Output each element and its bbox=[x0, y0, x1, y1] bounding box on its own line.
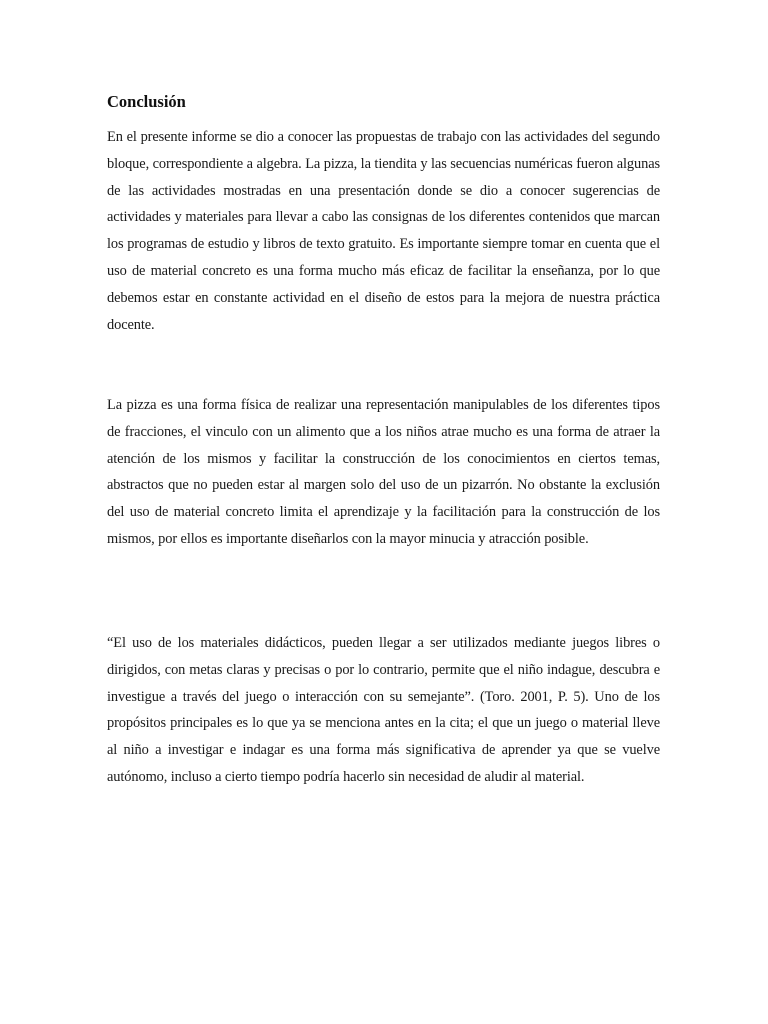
paragraph-intro: En el presente informe se dio a conocer las propuestas de trabajo con las actividades del segundo bloque, correspondiente a algebra. La pizza, la tiendita y las secuencias numéricas fueron algunas de las actividades mostradas en una presentación donde se dio a conocer sugerencias de actividades y materiales para llevar a cabo las consignas de los diferentes contenidos que marcan los programas de estudio y libros de texto gratuito. Es importante siempre tomar en cuenta que el uso de material concreto es una forma mucho más eficaz de facilitar la enseñanza, por lo que debemos estar en constante actividad en el diseño de estos para la mejora de nuestra práctica docente. bbox=[107, 129, 660, 333]
page-title: Conclusión bbox=[107, 92, 186, 111]
paragraph-quote: “El uso de los materiales didácticos, pueden llegar a ser utilizados mediante juegos libres o dirigidos, con metas claras y precisas o por lo contrario, permite que el niño indague, descubra e investigue a través del juego o interacción con su semejante”. (Toro. 2001, P. 5). Uno de los propósitos principales es lo que ya se menciona antes en la cita; el que un juego o material lleve al niño a investigar e indagar es una forma más significativa de aprender ya que se vuelve autónomo, incluso a cierto tiempo podría hacerlo sin necesidad de aludir al material. bbox=[107, 635, 660, 785]
paragraph-pizza: La pizza es una forma física de realizar una representación manipulables de los diferentes tipos de fracciones, el vinculo con un alimento que a los niños atrae mucho es una forma de atraer la atención de los mismos y facilitar la construcción de los conocimientos en ciertos temas, abstractos que no pueden estar al margen solo del uso de un pizarrón. No obstante la exclusión del uso de material concreto limita el aprendizaje y la facilitación para la construcción de los mismos, por ellos es importante diseñarlos con la mayor minucia y atracción posible. bbox=[107, 397, 660, 547]
